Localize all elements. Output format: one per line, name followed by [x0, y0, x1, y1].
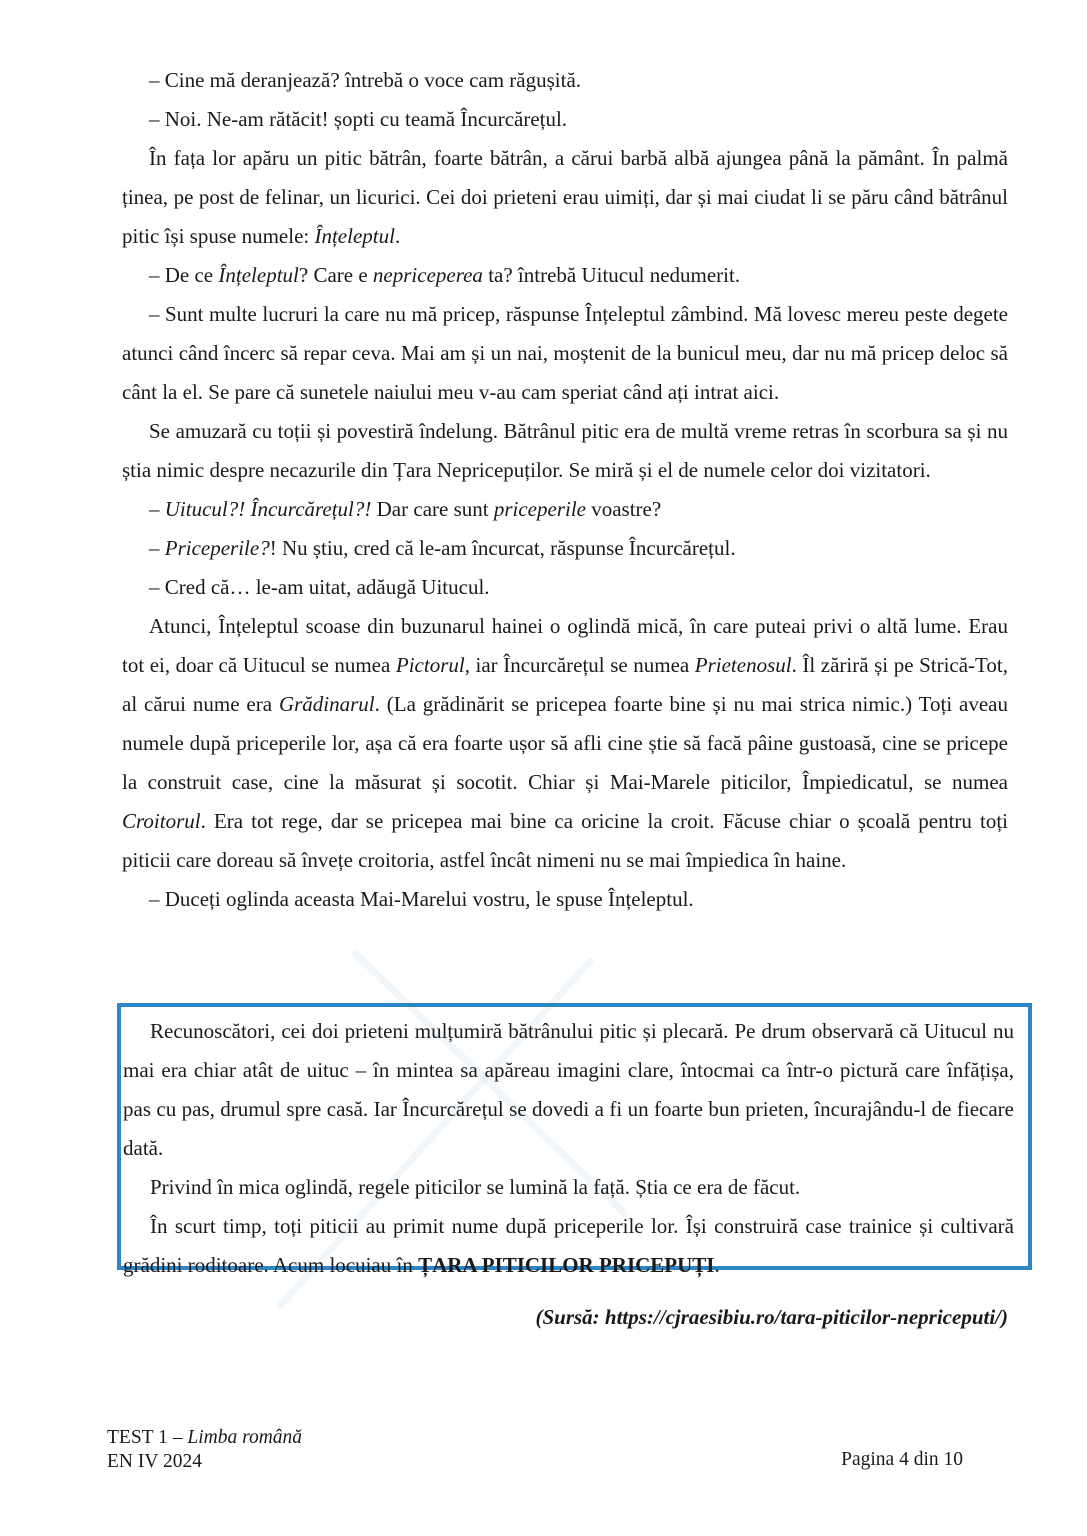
- text-segment: Privind în mica oglindă, regele piticilor se lumină la față. Știa ce era de făcut.: [150, 1175, 801, 1199]
- dialogue-paragraph: [122, 490, 1008, 529]
- footer-test-line: [107, 1426, 302, 1450]
- text-segment: Prietenosul: [694, 653, 792, 677]
- text-segment: Croitorul: [122, 809, 201, 833]
- text-segment: – Noi. Ne-am rătăcit! șopti cu teamă Încurcărețul.: [149, 107, 568, 131]
- text-segment: Pictorul: [395, 653, 465, 677]
- paragraph: [123, 1168, 1014, 1207]
- text-segment: Înțeleptul: [218, 263, 299, 287]
- text-segment: – De ce: [149, 263, 219, 287]
- text-segment: –: [149, 497, 165, 521]
- footer-subject: Limba română: [187, 1427, 303, 1448]
- text-segment: – Cred că… le-am uitat, adăugă Uitucul.: [149, 575, 490, 599]
- paragraph: [122, 412, 1008, 490]
- footer-test-label: TEST 1 –: [107, 1427, 188, 1448]
- dialogue-paragraph: [122, 61, 1008, 100]
- text-segment: .: [394, 224, 401, 248]
- text-segment: Uitucul?! Încurcărețul?!: [164, 497, 372, 521]
- text-segment: . Îl zăriră și pe Strică-Tot, al cărui nume era: [122, 653, 1008, 716]
- text-segment: . Era tot rege, dar se pricepea mai bine ca oricine la croit. Făcuse chiar o școală pentru toți piticii care doreau să învețe croitoria, astfel încât nimeni nu se mai împiedica în haine.: [122, 809, 1008, 872]
- text-segment: ? Care e: [298, 263, 373, 287]
- source-citation: [535, 1305, 1008, 1330]
- dialogue-paragraph: [122, 256, 1008, 295]
- text-segment: În scurt timp, toți piticii au primit nume după priceperile lor. Își construiră case trainice și cultivară grădini roditoare. Acum locuiau în: [123, 1214, 1014, 1277]
- text-segment: Se amuzară cu toții și povestiră îndelung. Bătrânul pitic era de multă vreme retras în scorbura sa și nu știa nimic despre necazurile din Țara Nepricepuților. Se miră și el de numele celor doi vizitatori.: [122, 419, 1008, 482]
- text-segment: Atunci, Înțeleptul scoase din buzunarul hainei o oglindă mică, în care puteai privi o altă lume. Erau tot ei, doar că Uitucul se numea: [122, 614, 1008, 677]
- text-segment: ȚARA PITICILOR PRICEPUȚI: [418, 1253, 715, 1277]
- paragraph: [123, 1207, 1014, 1285]
- text-segment: – Cine mă deranjează? întrebă o voce cam răgușită.: [149, 68, 582, 92]
- text-segment: –: [149, 536, 165, 560]
- footer: [107, 1426, 302, 1474]
- text-segment: .: [714, 1253, 720, 1277]
- text-segment: , iar Încurcărețul se numea: [464, 653, 695, 677]
- source-text: (Sursă: https://cjraesibiu.ro/tara-piticilor-nepriceputi/): [535, 1305, 1008, 1329]
- text-segment: Recunoscători, cei doi prieteni mulțumiră bătrânului pitic și plecară. Pe drum observară că Uitucul nu mai era chiar atât de uituc – în mintea sa apăreau imagini clare, întocmai ca într-o pictură care înfățișa, pas cu pas, drumul spre casă. Iar Încurcărețul se dovedi a fi un foarte bun prieten, încurajându-l de fiecare dată.: [123, 1019, 1014, 1160]
- paragraph: [123, 1012, 1014, 1168]
- dialogue-paragraph: [122, 295, 1008, 412]
- text-segment: În fața lor apăru un pitic bătrân, foarte bătrân, a cărui barbă albă ajungea până la pământ. În palmă ținea, pe post de felinar, un licurici. Cei doi prieteni erau uimiți, dar și mai ciudat li se păru când bătrânul pitic își spuse numele:: [122, 146, 1008, 248]
- paragraph: [122, 139, 1008, 256]
- page-indicator: Pagina 4 din 10: [841, 1449, 963, 1470]
- footer-edition: EN IV 2024: [107, 1451, 202, 1472]
- text-segment: Dar care sunt: [371, 497, 494, 521]
- dialogue-paragraph: [122, 568, 1008, 607]
- text-segment: . (La grădinărit se pricepea foarte bine și nu mai strica nimic.) Toți aveau numele după priceperile lor, așa că era foarte ușor să afli cine știe să facă pâine gustoasă, cine se pricepe la construit case, cine la măsurat și socotit. Chiar și Mai-Marele piticilor, Împiedicatul, se numea: [122, 692, 1008, 794]
- story-text: [122, 61, 1008, 919]
- dialogue-paragraph: [122, 100, 1008, 139]
- highlight-box: [117, 1003, 1032, 1277]
- paragraph: [122, 607, 1008, 880]
- text-segment: ta? întrebă Uitucul nedumerit.: [482, 263, 741, 287]
- dialogue-paragraph: [122, 880, 1008, 919]
- text-segment: nepriceperea: [372, 263, 483, 287]
- text-segment: – Sunt multe lucruri la care nu mă pricep, răspunse Înțeleptul zâmbind. Mă lovesc mereu peste degete atunci când încerc să repar ceva. Mai am și un nai, moștenit de la bunicul meu, dar nu mă pricep deloc să cânt la el. Se pare că sunetele naiului meu v-au cam speriat când ați intrat aici.: [122, 302, 1008, 404]
- text-segment: Priceperile?: [164, 536, 270, 560]
- text-segment: ! Nu știu, cred că le-am încurcat, răspunse Încurcărețul.: [269, 536, 736, 560]
- text-segment: Înțeleptul: [314, 224, 395, 248]
- text-segment: – Duceți oglinda aceasta Mai-Marelui vostru, le spuse Înțeleptul.: [149, 887, 694, 911]
- text-segment: voastre?: [585, 497, 662, 521]
- text-segment: priceperile: [493, 497, 586, 521]
- dialogue-paragraph: [122, 529, 1008, 568]
- text-segment: Grădinarul: [278, 692, 375, 716]
